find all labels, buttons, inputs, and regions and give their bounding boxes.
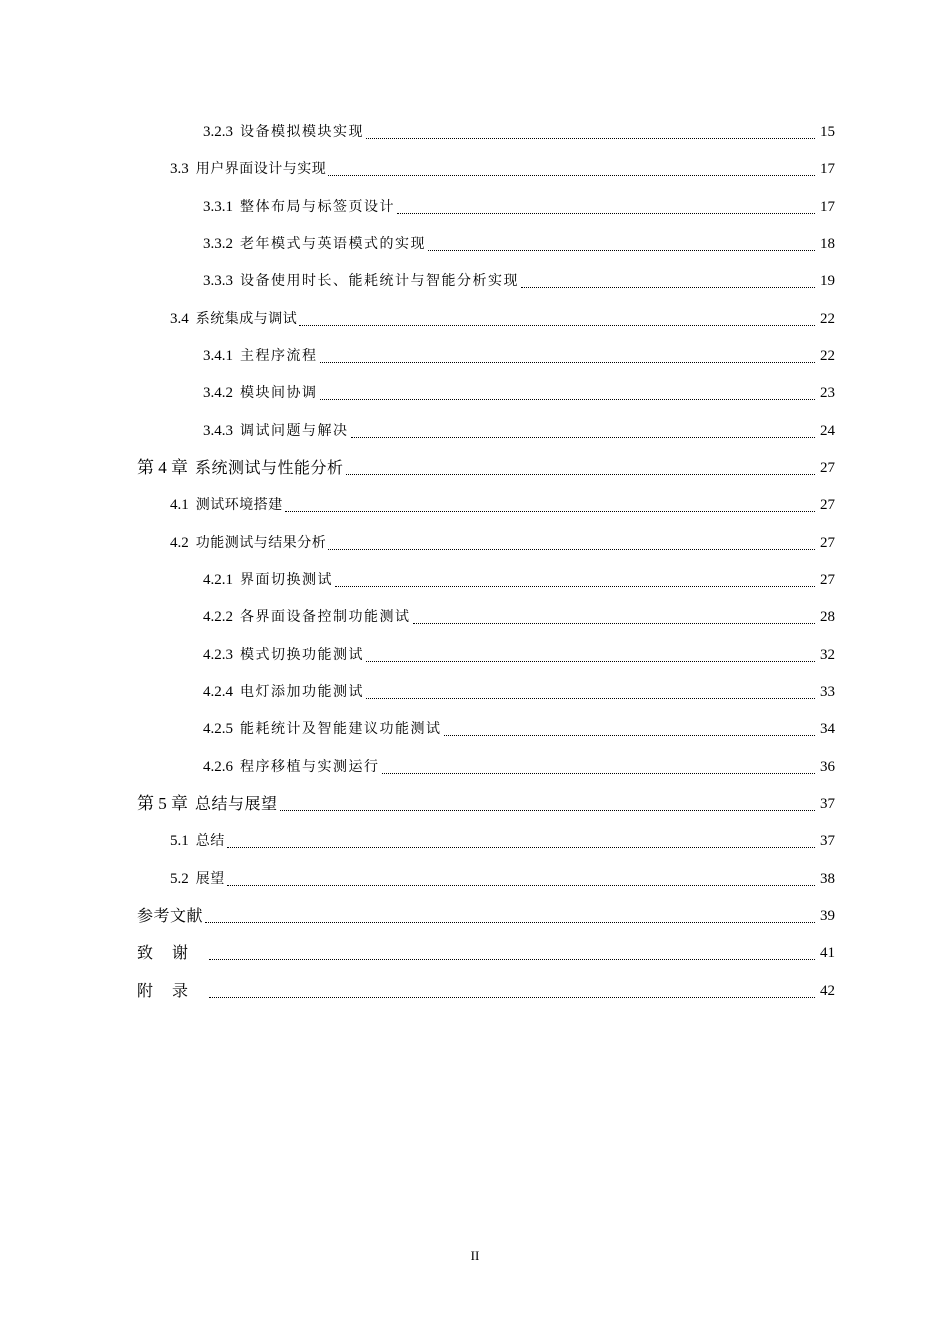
toc-entry-title: 各界面设备控制功能测试 xyxy=(240,609,411,625)
toc-entry-title: 测试环境搭建 xyxy=(195,497,283,513)
toc-entry-page: 42 xyxy=(820,983,835,999)
toc-entry-number: 3.3.3 xyxy=(203,273,233,289)
dot-leader xyxy=(209,958,815,960)
toc-entry-number: 3.4.3 xyxy=(203,423,233,439)
toc-entry[interactable] xyxy=(203,413,835,449)
toc-chapter-entry[interactable] xyxy=(137,450,835,486)
toc-entry[interactable] xyxy=(203,226,835,262)
toc-entry-title: 展望 xyxy=(195,871,225,887)
toc-entry[interactable] xyxy=(170,151,835,187)
toc-chapter-entry[interactable] xyxy=(137,973,835,1009)
toc-entry-page: 22 xyxy=(820,348,835,364)
toc-entry-number: 3.3.2 xyxy=(203,236,233,252)
toc-entry-page: 22 xyxy=(820,311,835,327)
toc-entry-number: 5.1 xyxy=(170,833,189,849)
toc-entry-number: 4.2.5 xyxy=(203,721,233,737)
dot-leader xyxy=(428,249,815,251)
toc-entry-page: 32 xyxy=(820,647,835,663)
toc-chapter-entry[interactable] xyxy=(137,898,835,934)
dot-leader xyxy=(328,174,815,176)
dot-leader xyxy=(335,585,815,587)
dot-leader xyxy=(366,660,815,662)
toc-entry-number: 3.4 xyxy=(170,311,189,327)
dot-leader xyxy=(209,996,815,998)
toc-entry-page: 33 xyxy=(820,684,835,700)
dot-leader xyxy=(346,473,815,475)
toc-entry-title: 总结 xyxy=(195,833,225,849)
toc-entry-number: 4.2.4 xyxy=(203,684,233,700)
toc-entry-title: 能耗统计及智能建议功能测试 xyxy=(240,721,442,737)
toc-chapter-entry[interactable] xyxy=(137,935,835,971)
dot-leader xyxy=(320,361,816,363)
toc-entry-page: 36 xyxy=(820,759,835,775)
dot-leader xyxy=(382,772,816,774)
toc-entry-title: 模块间协调 xyxy=(240,385,318,401)
dot-leader xyxy=(366,137,815,139)
toc-entry-number: 3.4.1 xyxy=(203,348,233,364)
toc-entry[interactable] xyxy=(203,674,835,710)
toc-entry-title: 功能测试与结果分析 xyxy=(195,535,327,551)
toc-entry-title: 老年模式与英语模式的实现 xyxy=(240,236,426,252)
toc-entry-number: 3.3.1 xyxy=(203,199,233,215)
toc-entry-number: 3.3 xyxy=(170,161,189,177)
toc-entry[interactable] xyxy=(203,375,835,411)
toc-entry-title: 总结与展望 xyxy=(195,794,278,813)
toc-entry[interactable] xyxy=(203,114,835,150)
toc-entry-title: 调试问题与解决 xyxy=(240,423,349,439)
toc-entry[interactable] xyxy=(203,263,835,299)
toc-chapter-entry[interactable] xyxy=(137,786,835,822)
toc-entry-page: 18 xyxy=(820,236,835,252)
toc-entry-number: 第 5 章 xyxy=(137,794,188,813)
dot-leader xyxy=(351,436,816,438)
toc-entry-title: 主程序流程 xyxy=(240,348,318,364)
dot-leader xyxy=(413,622,816,624)
toc-entry[interactable] xyxy=(203,338,835,374)
toc-entry-title: 设备使用时长、能耗统计与智能分析实现 xyxy=(240,273,519,289)
table-of-contents xyxy=(0,112,950,1032)
toc-entry-page: 15 xyxy=(820,124,835,140)
dot-leader xyxy=(205,921,815,923)
dot-leader xyxy=(320,398,816,400)
dot-leader xyxy=(521,286,815,288)
toc-entry-page: 27 xyxy=(820,497,835,513)
dot-leader xyxy=(227,884,815,886)
dot-leader xyxy=(328,548,815,550)
toc-entry-number: 4.2.1 xyxy=(203,572,233,588)
toc-entry-title: 电灯添加功能测试 xyxy=(240,684,364,700)
toc-entry-number: 4.2.2 xyxy=(203,609,233,625)
toc-entry[interactable] xyxy=(170,525,835,561)
dot-leader xyxy=(280,809,815,811)
toc-entry-page: 27 xyxy=(820,460,835,476)
toc-entry-title: 致谢 xyxy=(137,943,208,962)
toc-entry-title: 系统集成与调试 xyxy=(195,311,298,327)
toc-entry-title: 程序移植与实测运行 xyxy=(240,759,380,775)
dot-leader xyxy=(285,510,815,512)
toc-entry[interactable] xyxy=(203,749,835,785)
toc-entry-number: 4.2.3 xyxy=(203,647,233,663)
toc-entry-number: 4.2.6 xyxy=(203,759,233,775)
toc-entry[interactable] xyxy=(170,823,835,859)
toc-entry[interactable] xyxy=(170,487,835,523)
toc-entry-page: 28 xyxy=(820,609,835,625)
toc-entry-number: 3.2.3 xyxy=(203,124,233,140)
toc-entry[interactable] xyxy=(203,599,835,635)
toc-entry-page: 17 xyxy=(820,161,835,177)
toc-entry-page: 38 xyxy=(820,871,835,887)
dot-leader xyxy=(366,697,815,699)
toc-entry-title: 用户界面设计与实现 xyxy=(195,161,327,177)
toc-entry-title: 整体布局与标签页设计 xyxy=(240,199,395,215)
toc-entry-page: 34 xyxy=(820,721,835,737)
toc-entry-page: 24 xyxy=(820,423,835,439)
toc-entry-page: 27 xyxy=(820,535,835,551)
toc-entry-page: 37 xyxy=(820,833,835,849)
toc-entry-page: 27 xyxy=(820,572,835,588)
toc-entry-number: 4.1 xyxy=(170,497,189,513)
toc-entry[interactable] xyxy=(203,189,835,225)
toc-entry-title: 界面切换测试 xyxy=(240,572,333,588)
dot-leader xyxy=(444,734,816,736)
dot-leader xyxy=(397,212,815,214)
toc-entry-number: 第 4 章 xyxy=(137,458,188,477)
dot-leader xyxy=(227,846,815,848)
toc-entry[interactable] xyxy=(203,711,835,747)
toc-entry-title: 系统测试与性能分析 xyxy=(195,458,344,477)
toc-entry[interactable] xyxy=(170,861,835,897)
toc-entry-number: 3.4.2 xyxy=(203,385,233,401)
toc-entry-title: 模式切换功能测试 xyxy=(240,647,364,663)
toc-entry-page: 19 xyxy=(820,273,835,289)
toc-entry-title: 参考文献 xyxy=(137,906,204,925)
dot-leader xyxy=(299,324,815,326)
toc-entry-page: 37 xyxy=(820,796,835,812)
toc-entry-title: 附录 xyxy=(137,981,208,1000)
toc-entry-page: 17 xyxy=(820,199,835,215)
toc-entry[interactable] xyxy=(203,637,835,673)
toc-entry-number: 4.2 xyxy=(170,535,189,551)
toc-entry-title: 设备模拟模块实现 xyxy=(240,124,364,140)
toc-entry-page: 23 xyxy=(820,385,835,401)
toc-entry-number: 5.2 xyxy=(170,871,189,887)
toc-entry-page: 39 xyxy=(820,908,835,924)
toc-entry[interactable] xyxy=(170,301,835,337)
toc-entry-page: 41 xyxy=(820,945,835,961)
page-number: II xyxy=(470,1248,480,1263)
toc-entry[interactable] xyxy=(203,562,835,598)
